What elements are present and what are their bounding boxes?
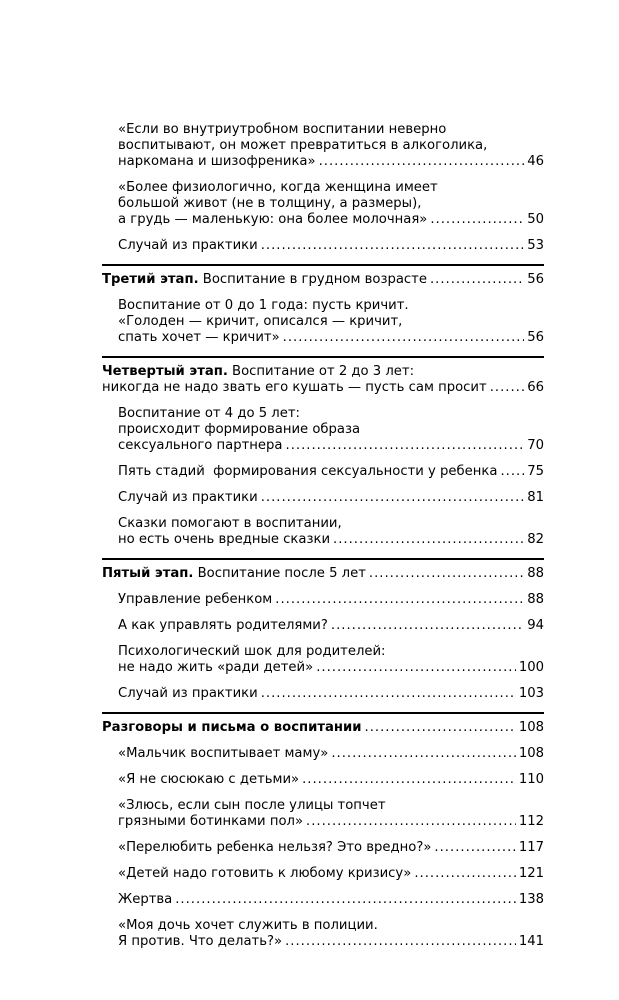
leader-dots <box>319 154 525 170</box>
page-number: 75 <box>527 464 544 479</box>
page-number: 56 <box>527 272 544 287</box>
toc-entry[interactable] <box>102 840 544 856</box>
toc-entry-text: «Мальчик воспитывает маму» <box>118 746 329 761</box>
leader-dots <box>414 866 516 882</box>
toc-entry-text: «Я не сюсюкаю с детьми» <box>118 772 300 787</box>
toc-entry-text: «Злюсь, если сын после улицы топчет <box>118 798 386 813</box>
toc-entry-text: «Детей надо готовить к любому кризису» <box>118 866 412 881</box>
toc-entry-text: наркомана и шизофреника» <box>118 154 316 169</box>
leader-dots <box>490 380 525 396</box>
leader-dots <box>302 772 516 788</box>
toc-section-title: Третий этап. <box>102 272 199 287</box>
page-number: 94 <box>527 618 544 633</box>
section-divider <box>102 558 544 560</box>
toc-entry-text: Я против. Что делать?» <box>118 934 283 949</box>
page-number: 56 <box>527 330 544 345</box>
page-number: 108 <box>518 746 544 761</box>
table-of-contents <box>102 122 544 960</box>
toc-entry-text: «Моя дочь хочет служить в полиции. <box>118 918 378 933</box>
toc-entry-text: Пять стадий формирования сексуальности у ребенка <box>118 464 498 479</box>
toc-entry[interactable] <box>102 238 544 254</box>
section-divider <box>102 356 544 358</box>
toc-section-title: Пятый этап. <box>102 566 194 581</box>
toc-entry-line <box>118 422 544 438</box>
toc-entry[interactable] <box>102 644 544 676</box>
leader-dots <box>261 490 525 506</box>
page-number: 117 <box>518 840 544 855</box>
toc-entry-text: спать хочет — кричит» <box>118 330 280 345</box>
page-number: 50 <box>527 212 544 227</box>
toc-entry-text: происходит формирование образа <box>118 422 361 437</box>
page-number: 141 <box>518 934 544 949</box>
toc-entry-text: А как управлять родителями? <box>118 618 328 633</box>
toc-entry[interactable] <box>102 772 544 788</box>
toc-entry-text: никогда не надо звать его кушать — пусть сам просит <box>102 380 487 395</box>
section-divider <box>102 264 544 266</box>
toc-entry-line <box>118 406 544 422</box>
leader-dots <box>283 330 525 346</box>
leader-dots <box>434 840 515 856</box>
page-number: 121 <box>518 866 544 881</box>
leader-dots <box>275 592 524 608</box>
page-number: 112 <box>518 814 544 829</box>
toc-entry-text: а грудь — маленькую: она более молочная» <box>118 212 428 227</box>
toc-entry[interactable] <box>102 686 544 702</box>
toc-entry-line <box>118 644 544 660</box>
toc-entry-text: Жертва <box>118 892 173 907</box>
toc-entry-text: Воспитание после 5 лет <box>193 566 366 581</box>
toc-entry-line <box>118 298 544 314</box>
toc-entry-text: Случай из практики <box>118 686 258 701</box>
toc-entry[interactable] <box>102 298 544 346</box>
toc-entry[interactable] <box>102 122 544 170</box>
toc-entry-line <box>118 180 544 196</box>
page-number: 81 <box>527 490 544 505</box>
toc-entry-text: «Голоден — кричит, описался — кричит, <box>118 314 403 329</box>
toc-entry[interactable] <box>102 180 544 228</box>
leader-dots <box>365 720 516 736</box>
page-number: 46 <box>527 154 544 169</box>
toc-entry-text: Случай из практики <box>118 238 258 253</box>
leader-dots <box>261 238 525 254</box>
toc-entry[interactable] <box>102 516 544 548</box>
toc-entry-text: воспитывают, он может превратиться в алкоголика, <box>118 138 488 153</box>
toc-entry[interactable] <box>102 746 544 762</box>
toc-entry-text: Управление ребенком <box>118 592 273 607</box>
toc-section[interactable] <box>102 566 544 582</box>
toc-section[interactable] <box>102 272 544 288</box>
toc-entry-text: но есть очень вредные сказки <box>118 532 331 547</box>
toc-section[interactable] <box>102 720 544 736</box>
toc-entry-line <box>118 516 544 532</box>
toc-entry[interactable] <box>102 798 544 830</box>
page-number: 88 <box>527 566 544 581</box>
leader-dots <box>430 272 524 288</box>
toc-entry-text: не надо жить «ради детей» <box>118 660 314 675</box>
toc-entry[interactable] <box>102 918 544 950</box>
page-number: 82 <box>527 532 544 547</box>
toc-entry-line <box>118 798 544 814</box>
toc-entry[interactable] <box>102 592 544 608</box>
toc-entry-line <box>118 138 544 154</box>
page-number: 100 <box>518 660 544 675</box>
toc-entry[interactable] <box>102 892 544 908</box>
toc-entry-line <box>118 918 544 934</box>
toc-entry-text: большой живот (не в толщину, а размеры), <box>118 196 422 211</box>
toc-entry-text: «Более физиологично, когда женщина имеет <box>118 180 438 195</box>
toc-entry-line <box>118 122 544 138</box>
leader-dots <box>331 746 516 762</box>
toc-entry-text: сексуального партнера <box>118 438 283 453</box>
leader-dots <box>333 532 524 548</box>
page-number: 108 <box>518 720 544 735</box>
leader-dots <box>331 618 524 634</box>
leader-dots <box>285 934 516 950</box>
toc-entry-line <box>118 196 544 212</box>
toc-section-title: Четвертый этап. <box>102 364 228 379</box>
toc-entry-line <box>102 364 544 380</box>
leader-dots <box>175 892 516 908</box>
toc-entry-text: Воспитание от 2 до 3 лет: <box>227 364 415 379</box>
page-number: 53 <box>527 238 544 253</box>
leader-dots <box>500 464 524 480</box>
leader-dots <box>316 660 516 676</box>
toc-entry-text: «Если во внутриутробном воспитании неверно <box>118 122 447 137</box>
page-number: 66 <box>527 380 544 395</box>
leader-dots <box>369 566 524 582</box>
toc-entry-text: Воспитание от 0 до 1 года: пусть кричит. <box>118 298 409 313</box>
toc-entry[interactable] <box>102 866 544 882</box>
section-divider <box>102 712 544 714</box>
toc-entry[interactable] <box>102 464 544 480</box>
page-number: 138 <box>518 892 544 907</box>
leader-dots <box>286 438 525 454</box>
toc-entry-text: Воспитание от 4 до 5 лет: <box>118 406 300 421</box>
page-number: 70 <box>527 438 544 453</box>
toc-entry-line <box>118 314 544 330</box>
leader-dots <box>430 212 524 228</box>
toc-entry-text: Психологический шок для родителей: <box>118 644 386 659</box>
toc-section[interactable] <box>102 364 544 396</box>
toc-entry[interactable] <box>102 490 544 506</box>
leader-dots <box>306 814 516 830</box>
toc-entry[interactable] <box>102 406 544 454</box>
toc-entry-text: Сказки помогают в воспитании, <box>118 516 342 531</box>
toc-entry[interactable] <box>102 618 544 634</box>
toc-section-title: Разговоры и письма о воспитании <box>102 720 362 735</box>
toc-entry-text: «Перелюбить ребенка нельзя? Это вредно?» <box>118 840 432 855</box>
page-number: 110 <box>518 772 544 787</box>
leader-dots <box>261 686 516 702</box>
page-number: 88 <box>527 592 544 607</box>
page-number: 103 <box>518 686 544 701</box>
toc-entry-text: грязными ботинками пол» <box>118 814 304 829</box>
toc-entry-text: Случай из практики <box>118 490 258 505</box>
toc-entry-text: Воспитание в грудном возрасте <box>198 272 427 287</box>
